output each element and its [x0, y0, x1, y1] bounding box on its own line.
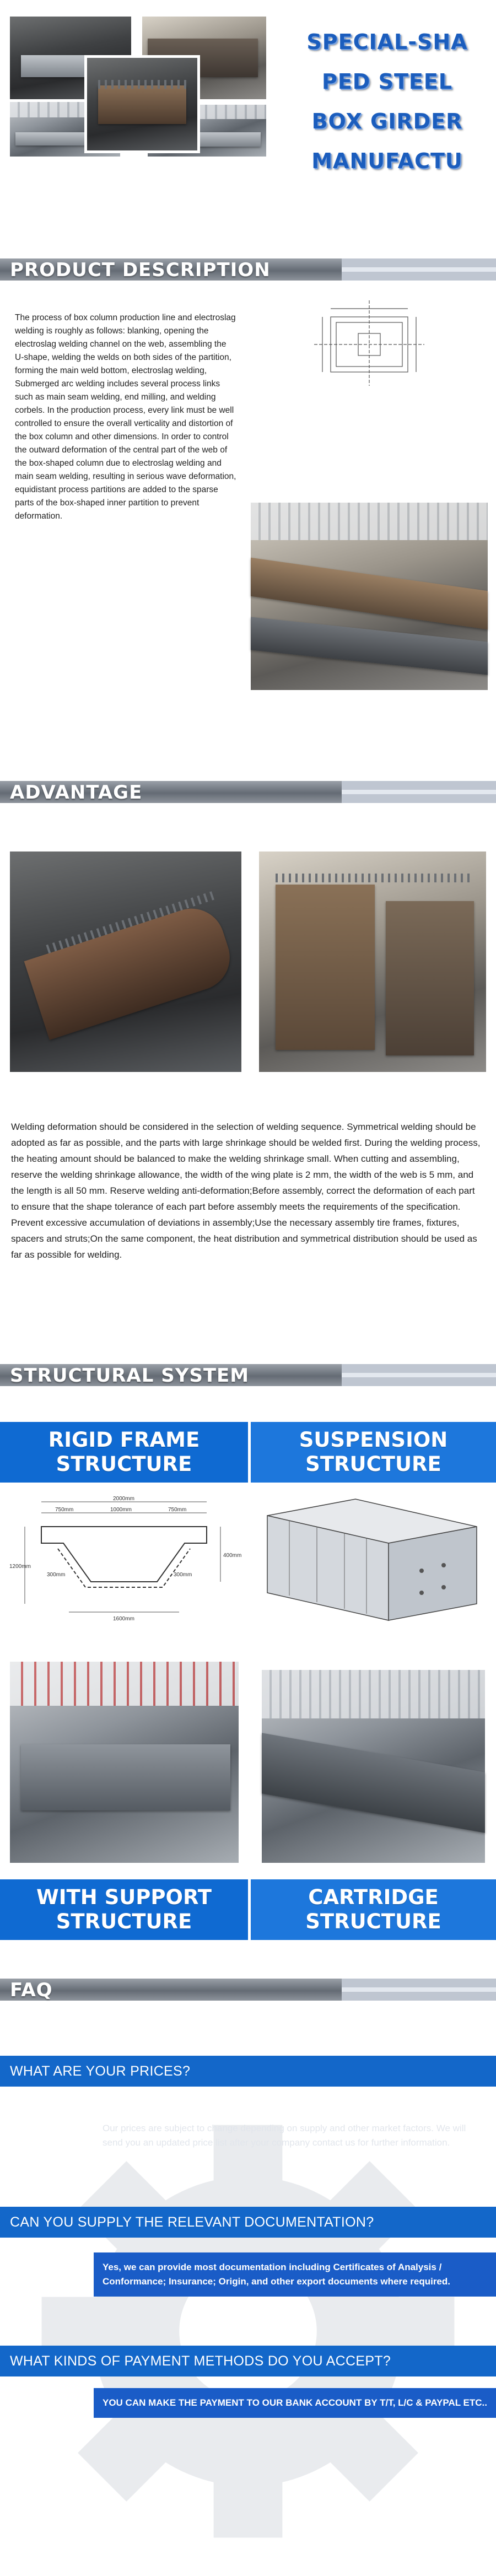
faq-question[interactable]: WHAT ARE YOUR PRICES? [0, 2056, 496, 2087]
page-title-line: PED STEEL [322, 69, 452, 94]
faq-answer: Our prices are subject to change depending on supply and other market factors. We will send you an updated price list after your company contact us for further information. [103, 2123, 466, 2148]
box-girder-photo [251, 503, 488, 690]
advantage-photo-2 [259, 852, 486, 1072]
band-line: RIGID FRAME [48, 1428, 200, 1452]
page-title-line: BOX GIRDER [311, 109, 463, 133]
dim-label: 750mm [55, 1507, 74, 1513]
rigid-frame-dimension-diagram [8, 1494, 240, 1631]
suspension-structure-label [251, 1422, 496, 1483]
section-header-advantage [0, 781, 496, 803]
cartridge-structure-label [251, 1879, 496, 1940]
dim-label: 1600mm [113, 1616, 134, 1622]
dim-label: 400mm [223, 1553, 242, 1559]
advantage-text: Welding deformation should be considered in the selection of welding sequence. Symmetrical welding should be adopted as far as possible, and the parts with large shrinkage should be welded first. During the welding process, the heating amount should be balanced to make the welding shrinkage small. When cutting and assembling, reserve the welding shrinkage allowance, the width of the wing plate is 2 mm, the width of the web is 5 mm, and the length is all 50 mm. Reserve welding anti-deformation;Before assembly, correct the deformation of each part to ensure that the shape tolerance of each part before assembly meets the requirements of the specification. Prevent excessive accumulation of deviations in assembly;Use the necessary assembly tire frames, fixtures, spacers and struts;On the same component, the heat distribution and symmetrical distribution should be used as far as possible for welding. [11, 1122, 481, 1260]
dim-label: 300mm [47, 1572, 66, 1578]
product-description-text: The process of box column production line and electroslag welding is roughly as follows: blanking, opening the electroslag welding channel on the web, assembling the U-shape, welding the welds on both sides of the partition, forming the main weld bottom, electroslag welding, Submerged arc welding includes several process links such as main seam welding, end milling, and welding corbels. In the production process, every link must be well controlled to ensure the overall verticality and distortion of the box column and other dimensions. In order to control the outward deformation of the central part of the web of the box-shaped column due to electroslag welding and main seam welding, resulting in serious wave deformation, equidistant process partitions are added to the sparse parts of the box-shaped inner partition to prevent deformation. [15, 313, 236, 521]
section-header-product-description [0, 258, 496, 281]
faq-answer: YOU CAN MAKE THE PAYMENT TO OUR BANK ACCOUNT BY T/T, L/C & PAYPAL ETC.. [94, 2388, 496, 2418]
section-title: FAQ [10, 1979, 53, 2001]
dim-label: 1000mm [110, 1507, 132, 1513]
cartridge-structure-photo [262, 1670, 485, 1863]
band-line: WITH SUPPORT [36, 1885, 212, 1909]
page-title [278, 22, 496, 181]
with-support-structure-photo [10, 1662, 239, 1863]
rigid-frame-structure-label [0, 1422, 248, 1483]
hero-photo-collage [10, 17, 266, 157]
dim-label: 2000mm [113, 1496, 134, 1502]
section-title: STRUCTURAL SYSTEM [10, 1365, 250, 1387]
faq-question[interactable]: WHAT KINDS OF PAYMENT METHODS DO YOU ACCEPT? [0, 2346, 496, 2376]
band-line: CARTRIDGE [308, 1885, 439, 1909]
section-title: ADVANTAGE [10, 782, 143, 804]
dim-label: 300mm [174, 1572, 192, 1578]
with-support-structure-label [0, 1879, 248, 1940]
section-title: PRODUCT DESCRIPTION [10, 259, 271, 281]
section-header-faq [0, 1979, 496, 2001]
box-girder-section-diagram [292, 295, 446, 389]
band-line: STRUCTURE [56, 1910, 192, 1933]
band-line: STRUCTURE [56, 1452, 192, 1476]
page-title-line: MANUFACTU [311, 149, 463, 173]
dim-label: 1200mm [9, 1564, 31, 1570]
hero-photo-center [84, 55, 200, 153]
section-header-structural-system [0, 1364, 496, 1386]
dim-label: 750mm [168, 1507, 187, 1513]
page-title-line: SPECIAL-SHA [306, 30, 468, 54]
advantage-photo-1 [10, 852, 241, 1072]
band-line: STRUCTURE [305, 1910, 441, 1933]
band-line: STRUCTURE [305, 1452, 441, 1476]
suspension-structure-diagram [256, 1494, 488, 1631]
faq-question[interactable]: CAN YOU SUPPLY THE RELEVANT DOCUMENTATION? [0, 2207, 496, 2238]
faq-answer: Yes, we can provide most documentation including Certificates of Analysis / Conformance; Insurance; Origin, and other export documents where required. [94, 2252, 496, 2297]
band-line: SUSPENSION [299, 1428, 448, 1452]
gear-icon [33, 2116, 463, 2546]
